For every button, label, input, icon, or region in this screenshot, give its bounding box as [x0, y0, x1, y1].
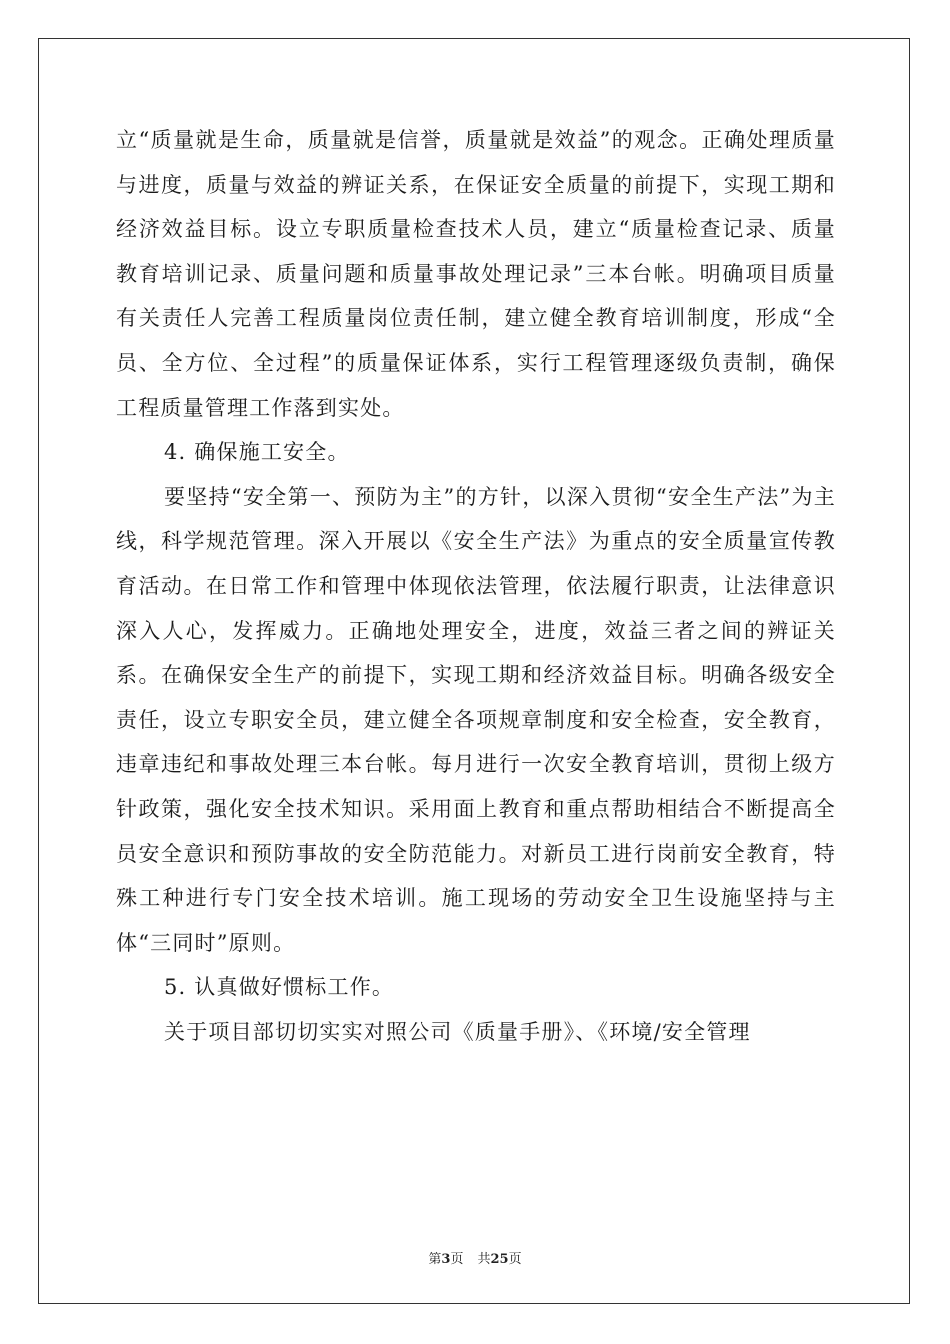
footer-total-prefix: 共 [477, 1252, 491, 1267]
footer-page-suffix: 页 [450, 1252, 464, 1267]
heading-ensure-safety: 4. 确保施工安全。 [164, 440, 350, 465]
heading-standard-work: 5. 认真做好惯标工作。 [164, 975, 395, 1000]
footer-page-prefix: 第 [428, 1252, 442, 1267]
paragraph-safety-policy: 要坚持“安全第一、预防为主”的方针，以深入贯彻“安全生产法”为主线，科学规范管理。深入开展以《安全生产法》为重点的安全质量宣传教育活动。在日常工作和管理中体现依法管理，依法履行职责，让法律意识深入人心，发挥威力。正确地处理安全，进度，效益三者之间的辨证关系。在确保安全生产的前提下，实现工期和经济效益目标。明确各级安全责任，设立专职安全员，建立健全各项规章制度和安全检查，安全教育，违章违纪和事故处理三本台帐。每月进行一次安全教育培训，贯彻上级方针政策，强化安全技术知识。采用面上教育和重点帮助相结合不断提高全员安全意识和预防事故的安全防范能力。对新员工进行岗前安全教育，特殊工种进行专门安全技术培训。施工现场的劳动安全卫生设施坚持与主体“三同时”原则。 [116, 484, 836, 955]
footer-total-suffix: 页 [508, 1252, 522, 1267]
page-footer [0, 1248, 950, 1267]
paragraph-quality-concept: 立“质量就是生命，质量就是信誉，质量就是效益”的观念。正确处理质量与进度，质量与效益的辨证关系，在保证安全质量的前提下，实现工期和经济效益目标。设立专职质量检查技术人员，建立“质量检查记录、质量教育培训记录、质量问题和质量事故处理记录”三本台帐。明确项目质量有关责任人完善工程质量岗位责任制，建立健全教育培训制度，形成“全员、全方位、全过程”的质量保证体系，实行工程管理逐级负责制，确保工程质量管理工作落到实处。 [116, 128, 836, 420]
paragraph-project-manual: 关于项目部切切实实对照公司《质量手册》、《环境/安全管理 [164, 1019, 751, 1044]
footer-current-page: 3 [441, 1252, 451, 1267]
document-body [116, 118, 836, 1054]
footer-total-pages: 25 [490, 1252, 509, 1267]
